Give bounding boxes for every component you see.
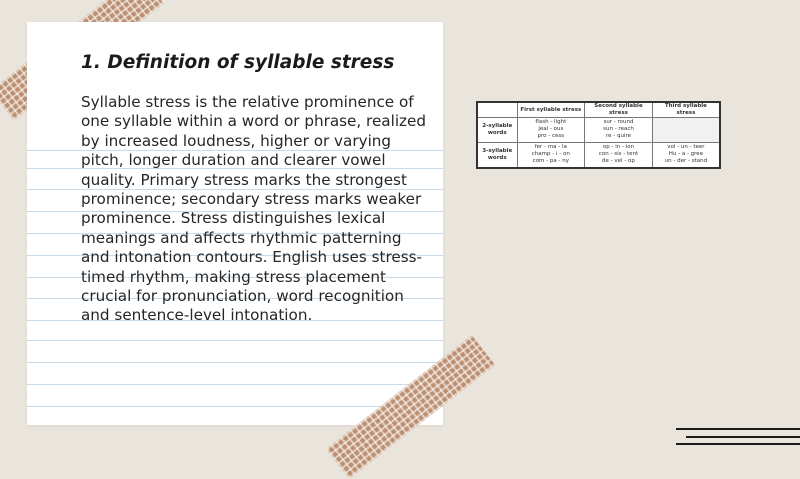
word-entry: com - pa - ny [532, 158, 569, 165]
table-header-cell [477, 102, 517, 118]
table-cell-empty [652, 118, 720, 143]
word-entry: champ - i - on [531, 151, 570, 158]
table-header-cell: Second syllable stress [585, 102, 653, 118]
word-entry: flash - light [535, 119, 567, 126]
word-entry: pro - cess [537, 133, 565, 140]
table-cell [585, 118, 653, 143]
table-cell [652, 142, 720, 168]
word-entry: un - der - stand [664, 158, 708, 165]
table-header-cell: First syllable stress [517, 102, 585, 118]
word-entry: de - vel - op [602, 158, 635, 165]
row-label: 3-syllable words [477, 142, 517, 168]
table-cell [517, 118, 585, 143]
word-entry: fer - ma - la [534, 144, 567, 151]
slide-body-text: Syllable stress is the relative prominence of one syllable within a word or phrase, realized by increased loudness, higher or varying pitch, longer duration and clearer vowel quality. Primary stress marks the strongest prominence; secondary stress marks weaker prominence. Stress distinguishes lexical meanings and affects rhythmic patterning and intonation contours. English uses stress-timed rhythm, making stress placement crucial for pronunciation, word recognition and sentence-level intonation. [81, 93, 427, 325]
paper-rule-line [27, 384, 443, 385]
table-header-cell: Third syllable stress [652, 102, 720, 118]
decorative-line [686, 436, 800, 438]
syllable-stress-table [476, 101, 721, 169]
row-label: 2-syllable words [477, 118, 517, 143]
table-header-row [477, 102, 720, 118]
word-entry: con - sis - tent [598, 151, 639, 158]
table-row [477, 118, 720, 143]
paper-rule-line [27, 340, 443, 341]
table-cell [585, 142, 653, 168]
decorative-line [676, 428, 800, 430]
word-entry: sur - round [603, 119, 634, 126]
word-entry: re - quire [605, 133, 631, 140]
word-entry: vol - un - teer [667, 144, 705, 151]
paper-rule-line [27, 362, 443, 363]
word-entry: op - in - ion [602, 144, 635, 151]
word-entry: sun - reach [603, 126, 634, 133]
word-entry: jeal - ous [538, 126, 564, 133]
table-cell [517, 142, 585, 168]
decorative-line [676, 443, 800, 445]
word-entry: Hu - a - gree [668, 151, 704, 158]
slide-title: 1. Definition of syllable stress [81, 52, 395, 73]
table-row [477, 142, 720, 168]
